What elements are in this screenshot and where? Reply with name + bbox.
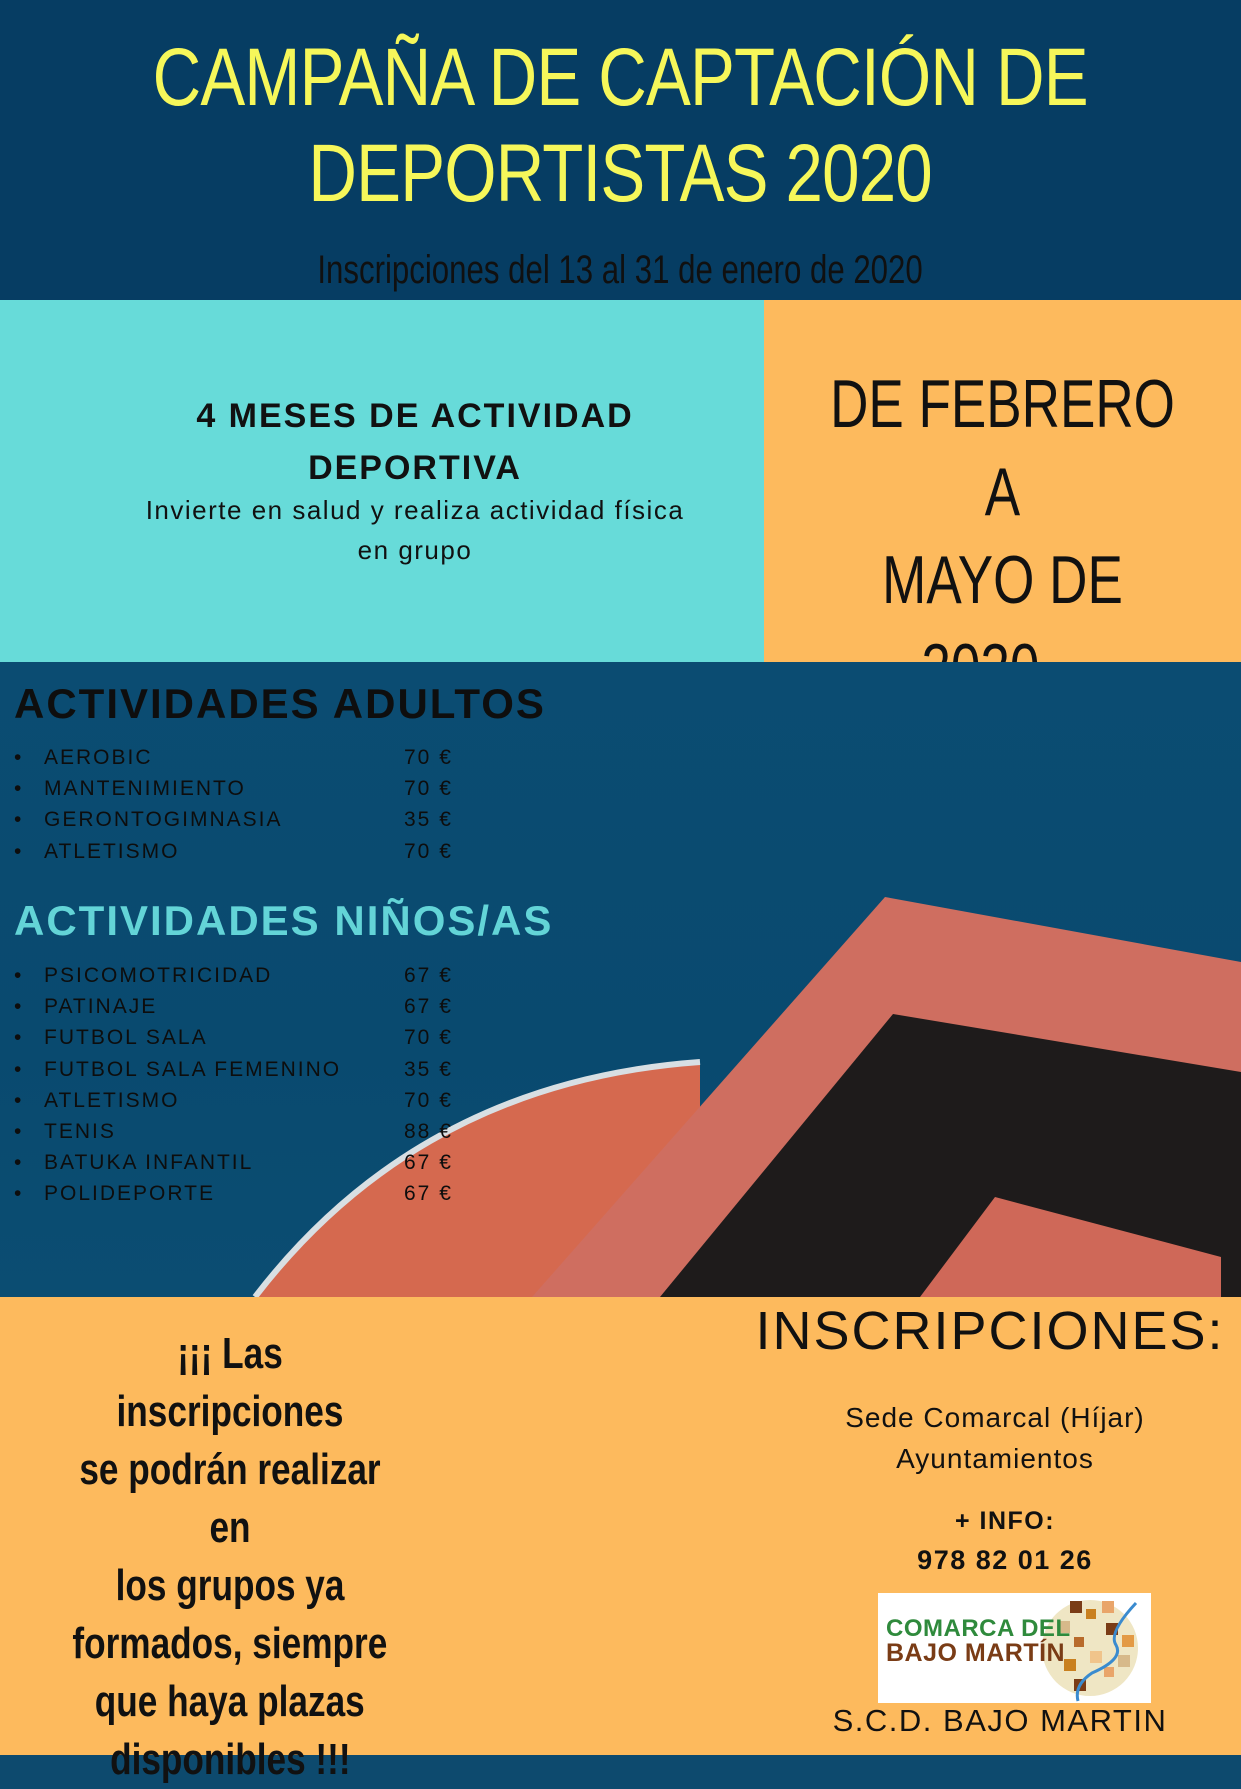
- registration-dates: [0, 248, 1241, 293]
- activity-item: [14, 742, 484, 773]
- activity-price: 35 €: [404, 1057, 453, 1081]
- comarca-logo: [878, 1593, 1151, 1703]
- bullet-icon: •: [14, 839, 24, 863]
- activity-item: [14, 1054, 484, 1085]
- page-title: [0, 30, 1241, 222]
- notice-line: que haya plazas: [94, 1677, 365, 1726]
- activity-price: 70 €: [404, 1088, 453, 1112]
- activity-price: 70 €: [404, 1026, 453, 1050]
- place-ayuntamientos: Ayuntamientos: [896, 1443, 1094, 1474]
- activity-price: 70 €: [404, 777, 453, 801]
- activity-item: [14, 1085, 484, 1116]
- activity-item: [14, 1178, 484, 1209]
- activity-name: FUTBOL SALA FEMENINO: [44, 1057, 342, 1081]
- bullet-icon: •: [14, 1088, 24, 1112]
- activity-price: 67 €: [404, 1151, 453, 1175]
- bullet-icon: •: [14, 1026, 24, 1050]
- activity-price: 35 €: [404, 808, 453, 832]
- activity-name: ATLETISMO: [44, 839, 180, 863]
- inscription-places: [740, 1397, 1241, 1479]
- promo-title-line-1: 4 MESES DE ACTIVIDAD: [196, 397, 634, 435]
- title-line-2: DEPORTISTAS 2020: [308, 128, 933, 219]
- promo-title: [40, 390, 790, 494]
- period-text: [764, 360, 1241, 712]
- promo-subtitle-line-2: en grupo: [357, 535, 473, 565]
- kids-activity-list: [14, 960, 484, 1210]
- activity-name: PATINAJE: [44, 995, 158, 1019]
- registration-dates-text: Inscripciones del 13 al 31 de enero de 2020: [317, 248, 924, 292]
- activity-item: [14, 773, 484, 804]
- activity-name: MANTENIMIENTO: [44, 777, 246, 801]
- activity-name: AEROBIC: [44, 746, 153, 769]
- activity-name: BATUKA INFANTIL: [44, 1151, 254, 1175]
- notice-line: formados, siempre: [72, 1619, 388, 1668]
- activity-price: 67 €: [404, 1182, 453, 1206]
- promo-subtitle: [80, 490, 750, 570]
- inscriptions-title: INSCRIPCIONES:: [755, 1301, 1225, 1361]
- activity-name: FUTBOL SALA: [44, 1026, 208, 1050]
- notice-text: [30, 1325, 430, 1789]
- activity-name: POLIDEPORTE: [44, 1182, 215, 1206]
- info-label: + INFO:: [954, 1507, 1056, 1535]
- bullet-icon: •: [14, 746, 24, 769]
- notice-line: ¡¡¡ Las inscripciones: [116, 1329, 344, 1436]
- activity-item: [14, 804, 484, 835]
- notice-line: los grupos ya: [115, 1561, 345, 1610]
- activity-name: PSICOMOTRICIDAD: [44, 964, 273, 987]
- notice-line: se podrán realizar en: [79, 1445, 381, 1552]
- notice-line: disponibles !!!: [109, 1735, 351, 1784]
- bullet-icon: •: [14, 995, 24, 1019]
- bullet-icon: •: [14, 964, 24, 987]
- activity-item: [14, 1116, 484, 1147]
- activity-item: [14, 991, 484, 1022]
- activity-price: 67 €: [404, 995, 453, 1019]
- bullet-icon: •: [14, 1151, 24, 1175]
- promo-subtitle-line-1: Invierte en salud y realiza actividad física: [145, 495, 685, 525]
- bullet-icon: •: [14, 777, 24, 801]
- activity-price: 67 €: [404, 964, 453, 987]
- place-sede: Sede Comarcal (Híjar): [845, 1402, 1145, 1433]
- bullet-icon: •: [14, 808, 24, 832]
- activity-name: GERONTOGIMNASIA: [44, 808, 283, 832]
- activity-price: 70 €: [404, 839, 453, 863]
- logo-line-1: COMARCA DEL: [886, 1615, 1071, 1642]
- activity-price: 88 €: [404, 1119, 453, 1143]
- bullet-icon: •: [14, 1057, 24, 1081]
- activity-item: [14, 1022, 484, 1053]
- title-line-1: CAMPAÑA DE CAPTACIÓN DE: [152, 32, 1089, 123]
- adults-section-title: ACTIVIDADES ADULTOS: [14, 680, 546, 727]
- activity-item: [14, 836, 484, 867]
- info-phone: 978 82 01 26: [917, 1545, 1093, 1575]
- period-line-2: MAYO DE: [882, 542, 1123, 618]
- promo-title-line-2: DEPORTIVA: [308, 449, 522, 487]
- activity-name: ATLETISMO: [44, 1088, 180, 1112]
- club-name: S.C.D. BAJO MARTIN: [832, 1703, 1168, 1738]
- bullet-icon: •: [14, 1182, 24, 1206]
- activity-item: [14, 1147, 484, 1178]
- period-line-1: DE FEBRERO A: [830, 366, 1175, 530]
- kids-section-title: ACTIVIDADES NIÑOS/AS: [14, 897, 554, 944]
- activity-name: TENIS: [44, 1119, 116, 1143]
- logo-line-2: BAJO MARTÍN: [886, 1639, 1066, 1667]
- bullet-icon: •: [14, 1119, 24, 1143]
- activity-item: [14, 960, 484, 991]
- activity-price: 70 €: [404, 746, 453, 769]
- adults-activity-list: [14, 742, 484, 867]
